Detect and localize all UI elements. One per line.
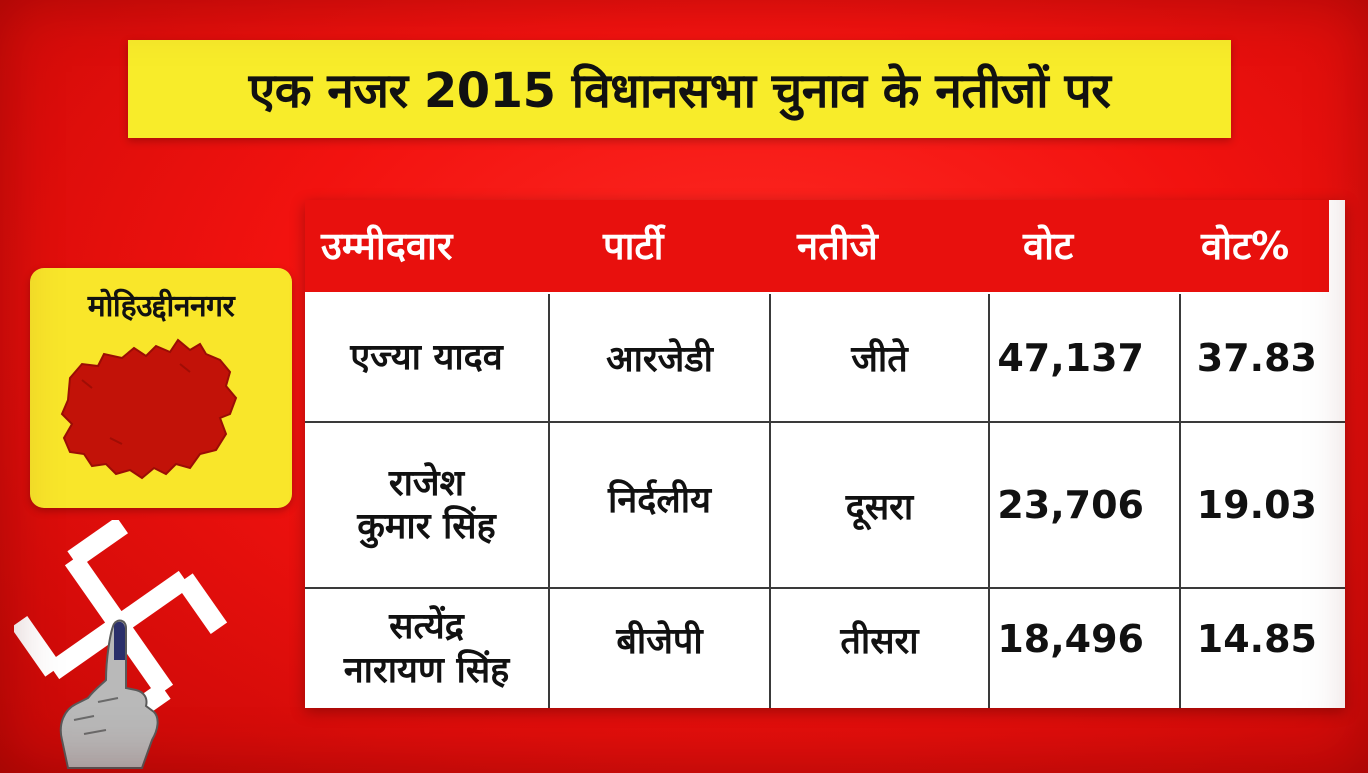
- vote-count: 47,137: [997, 335, 1144, 380]
- title-banner: [128, 40, 1231, 138]
- vote-percent: 37.83: [1196, 335, 1317, 380]
- table-header: [305, 200, 1329, 295]
- party-name: आरजेडी: [606, 339, 713, 380]
- result-text: जीते: [851, 339, 908, 380]
- party-name: निर्दलीय: [607, 479, 712, 521]
- header-result: नतीजे: [797, 224, 878, 268]
- result-text: तीसरा: [840, 620, 919, 662]
- vote-percent: 14.85: [1196, 617, 1317, 661]
- constituency-name: मोहिउद्दीननगर: [87, 289, 235, 324]
- party-name: बीजेपी: [616, 620, 703, 662]
- header-votes: वोट: [1023, 224, 1074, 268]
- header-party: पार्टी: [603, 224, 664, 268]
- vote-count: 18,496: [997, 617, 1144, 661]
- vote-percent: 19.03: [1196, 483, 1317, 527]
- header-vote-percent: वोट%: [1201, 224, 1290, 268]
- results-table: [305, 200, 1345, 708]
- page-title: एक नजर 2015 विधानसभा चुनाव के नतीजों पर: [248, 62, 1111, 119]
- header-candidate: उम्मीदवार: [321, 224, 453, 268]
- table-row: [305, 294, 1345, 421]
- table-row: [305, 589, 1345, 708]
- candidate-name-line2: नारायण सिंह: [343, 649, 510, 691]
- constituency-card: [30, 268, 292, 508]
- vote-count: 23,706: [997, 483, 1144, 527]
- candidate-name-line2: कुमार सिंह: [357, 506, 496, 547]
- candidate-name: एज्या यादव: [350, 336, 503, 378]
- constituency-map-icon: [30, 268, 292, 508]
- candidate-name-line1: राजेश: [388, 462, 465, 504]
- candidate-name-line1: सत्येंद्र: [389, 606, 464, 648]
- election-swastika-inked-finger-icon: [14, 520, 234, 773]
- result-text: दूसरा: [845, 486, 914, 528]
- candidate-name: [305, 423, 548, 587]
- candidate-name: [305, 589, 548, 708]
- table-row: [305, 423, 1345, 587]
